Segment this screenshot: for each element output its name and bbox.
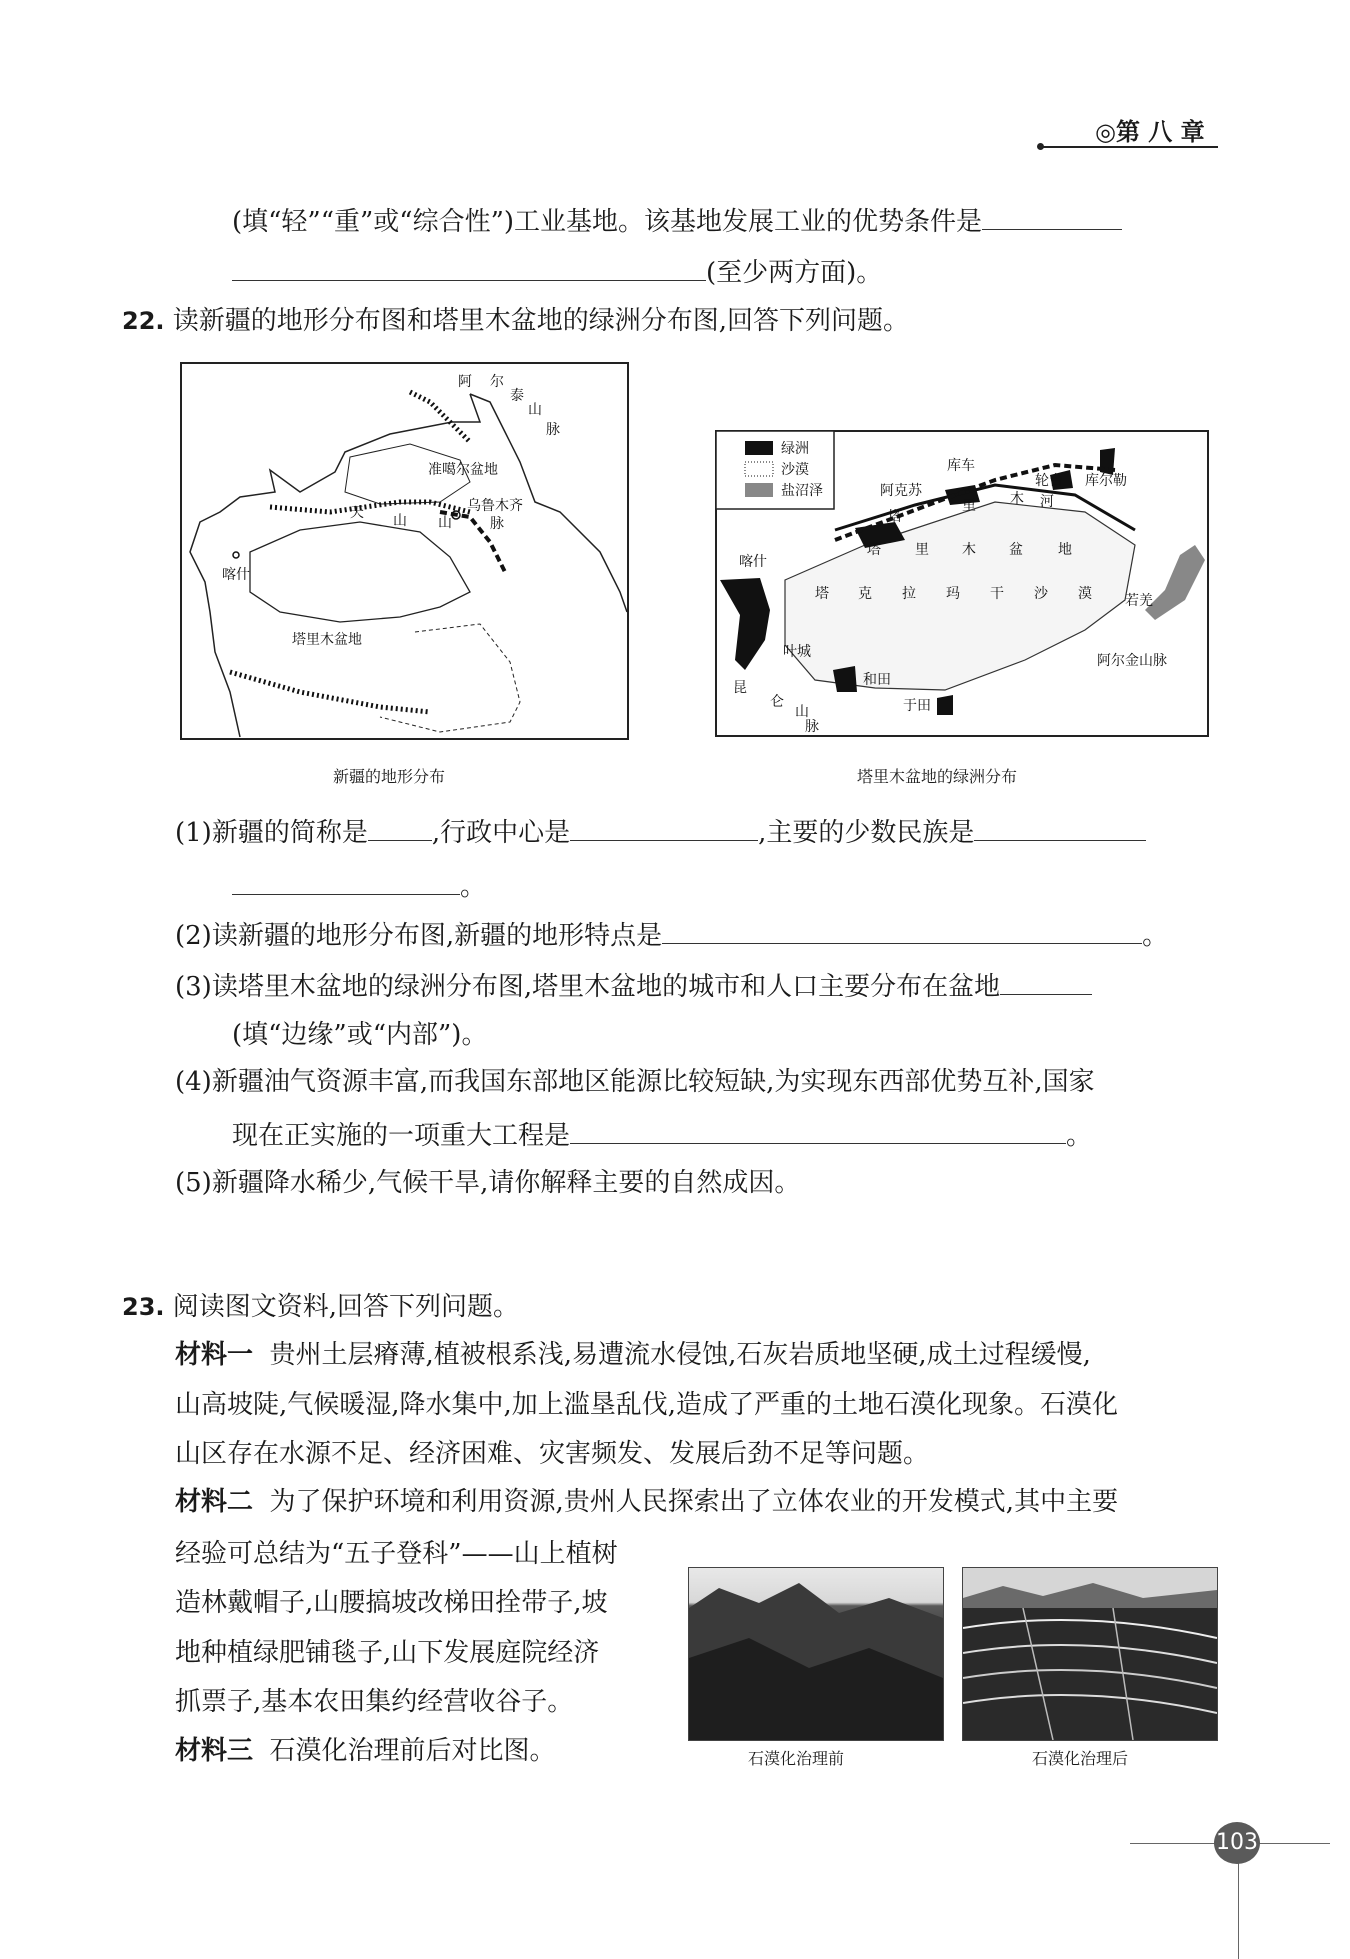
q22-sub1: (1)新疆的简称是 ,行政中心是 ,主要的少数民族是 [175, 814, 1146, 850]
q21-blank-2[interactable] [232, 254, 706, 281]
label-korla: 库尔勒 [1085, 473, 1127, 489]
label-desert-4: 玛 [946, 586, 960, 602]
label-kashgar: 喀什 [222, 567, 250, 583]
blank-edge[interactable] [1000, 968, 1092, 995]
page-number: 103 [1214, 1822, 1260, 1864]
q21-line2: (至少两方面)。 [232, 254, 882, 290]
label-kunlun-4: 脉 [805, 719, 819, 735]
q23-prompt: 23. 阅读图文资料,回答下列问题。 [122, 1292, 520, 1322]
blank-abbr[interactable] [368, 814, 432, 841]
label-tarim: 塔里木盆地 [292, 632, 362, 648]
q21-blank-1[interactable] [982, 203, 1122, 230]
photo-after-treatment [962, 1567, 1218, 1741]
label-basin-3: 木 [962, 542, 976, 558]
q22-prompt: 22. 读新疆的地形分布图和塔里木盆地的绿洲分布图,回答下列问题。 [122, 306, 910, 336]
legend-oasis: 绿洲 [781, 441, 809, 457]
label-junggar: 准噶尔盆地 [428, 462, 498, 478]
label-river-1: 塔 [888, 509, 902, 525]
label-kunlun-3: 山 [795, 704, 809, 720]
q22-sub5: (5)新疆降水稀少,气候干旱,请你解释主要的自然成因。 [175, 1168, 801, 1198]
legend-salt-marsh: 盐沼泽 [781, 483, 823, 499]
label-tianshan-3: 山 [438, 515, 452, 531]
legend-desert: 沙漠 [781, 462, 809, 478]
q22-sub4-cont: 现在正实施的一项重大工程是 。 [232, 1117, 1092, 1153]
q22-sub1-cont: 。 [232, 868, 486, 904]
label-river-4: 河 [1040, 494, 1054, 510]
label-altai-3: 泰 [510, 388, 524, 404]
q22-sub3-cont: (填“边缘”或“内部”)。 [232, 1020, 488, 1050]
label-desert-3: 拉 [902, 586, 916, 602]
label-basin-1: 塔 [867, 542, 881, 558]
blank-capital[interactable] [570, 814, 758, 841]
blank-minority[interactable] [974, 814, 1146, 841]
material1-label: 材料一 [175, 1340, 254, 1370]
q22-sub4: (4)新疆油气资源丰富,而我国东部地区能源比较短缺,为实现东西部优势互补,国家 [175, 1067, 1095, 1097]
q23-material2-l2: 经验可总结为“五子登科”——山上植树 [175, 1539, 618, 1569]
label-river-3: 木 [1010, 491, 1024, 507]
blank-project[interactable] [570, 1117, 1066, 1144]
chapter-header: ◎第 八 章 [1095, 118, 1205, 146]
material3-label: 材料三 [175, 1736, 254, 1766]
label-desert-2: 克 [858, 586, 872, 602]
label-ruoqiang: 若羌 [1125, 593, 1153, 609]
header-rule [1040, 146, 1218, 148]
label-urumqi: 乌鲁木齐 [467, 498, 523, 514]
label-altai-2: 尔 [490, 374, 504, 390]
question-number: 22. [122, 307, 165, 335]
label-altun: 阿尔金山脉 [1097, 653, 1167, 669]
label-basin-5: 地 [1058, 542, 1072, 558]
q23-material2-l3: 造林戴帽子,山腰搞坡改梯田拴带子,坡 [175, 1588, 608, 1618]
label-altai-1: 阿 [458, 374, 472, 390]
map1-caption: 新疆的地形分布 [333, 767, 446, 786]
blank-minority-2[interactable] [232, 868, 460, 895]
xinjiang-terrain-map [180, 362, 630, 742]
label-basin-2: 里 [915, 542, 929, 558]
header-dot [1037, 143, 1044, 150]
label-river-2: 里 [962, 498, 976, 514]
map2-caption: 塔里木盆地的绿洲分布 [857, 767, 1018, 786]
question-number: 23. [122, 1293, 165, 1321]
label-hotan: 和田 [863, 672, 891, 688]
q23-material2-l1: 材料二 为了保护环境和利用资源,贵州人民探索出了立体农业的开发模式,其中主要 [175, 1487, 1119, 1517]
q23-material2-l4: 地种植绿肥铺毯子,山下发展庭院经济 [175, 1638, 600, 1668]
label-altai-5: 脉 [546, 422, 560, 438]
photo-before-caption: 石漠化治理前 [748, 1749, 845, 1768]
photo-after-caption: 石漠化治理后 [1032, 1749, 1129, 1768]
label-desert-1: 塔 [815, 586, 829, 602]
label-luntai: 轮台 [1035, 473, 1063, 489]
tarim-oasis-map [715, 430, 1210, 738]
label-kunlun-2: 仑 [770, 694, 784, 710]
q22-sub3: (3)读塔里木盆地的绿洲分布图,塔里木盆地的城市和人口主要分布在盆地 [175, 968, 1092, 1004]
q22-sub2: (2)读新疆的地形分布图,新疆的地形特点是 。 [175, 917, 1168, 953]
photo-before-treatment [688, 1567, 944, 1741]
label-yecheng: 叶城 [783, 644, 811, 660]
q23-material1-l1: 材料一 贵州土层瘠薄,植被根系浅,易遭流水侵蚀,石灰岩质地坚硬,成土过程缓慢, [175, 1340, 1091, 1370]
label-aksu: 阿克苏 [880, 483, 922, 499]
q23-material1-l2: 山高坡陡,气候暖湿,降水集中,加上滥垦乱伐,造成了严重的土地石漠化现象。石漠化 [175, 1390, 1119, 1420]
q23-material2-l5: 抓票子,基本农田集约经营收谷子。 [175, 1687, 574, 1717]
blank-terrain[interactable] [662, 917, 1142, 944]
label-desert-6: 沙 [1034, 586, 1048, 602]
label-kuqa: 库车 [947, 458, 975, 474]
label-desert-7: 漠 [1078, 586, 1092, 602]
label-tianshan-1: 天 [350, 505, 364, 521]
q21-line1: (填“轻”“重”或“综合性”)工业基地。该基地发展工业的优势条件是 [232, 203, 1122, 239]
q23-material1-l3: 山区存在水源不足、经济困难、灾害频发、发展后劲不足等问题。 [175, 1439, 930, 1469]
label-kashgar-2: 喀什 [739, 554, 767, 570]
label-yutian: 于田 [903, 698, 931, 714]
label-kunlun-1: 昆 [733, 680, 747, 696]
label-tianshan-4: 脉 [490, 516, 504, 532]
q23-material3: 材料三 石漠化治理前后对比图。 [175, 1736, 556, 1766]
label-basin-4: 盆 [1009, 542, 1023, 558]
label-tianshan-2: 山 [393, 513, 407, 529]
material2-label: 材料二 [175, 1487, 254, 1517]
label-desert-5: 干 [990, 586, 1004, 602]
label-altai-4: 山 [528, 402, 542, 418]
